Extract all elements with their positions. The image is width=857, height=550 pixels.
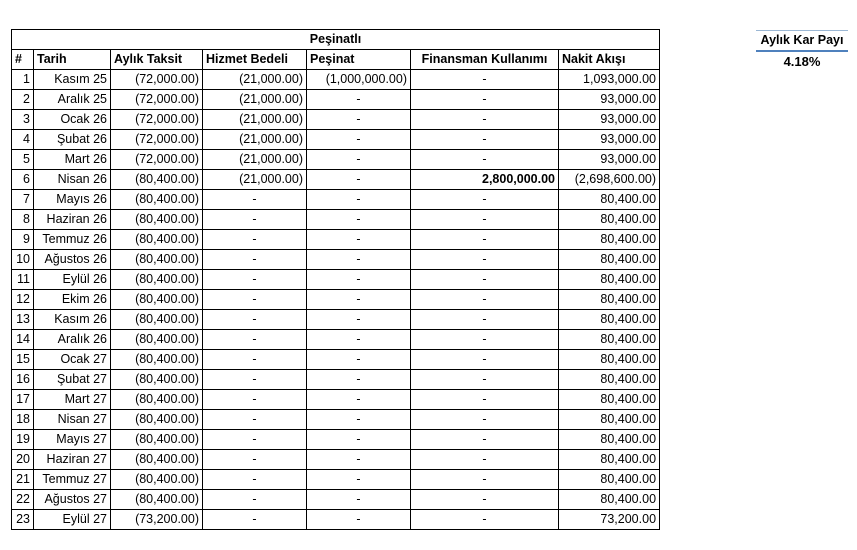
row-cash-flow: 93,000.00	[559, 110, 660, 130]
row-installment: (80,400.00)	[111, 170, 203, 190]
row-service-fee: (21,000.00)	[203, 90, 307, 110]
row-index: 13	[12, 310, 34, 330]
row-down-payment: -	[307, 150, 411, 170]
table-row	[12, 290, 660, 310]
table-row	[12, 110, 660, 130]
row-date: Kasım 25	[34, 70, 111, 90]
row-financing: -	[411, 250, 559, 270]
row-installment: (80,400.00)	[111, 490, 203, 510]
row-financing: -	[411, 190, 559, 210]
header-down-payment: Peşinat	[307, 50, 411, 70]
row-down-payment: -	[307, 410, 411, 430]
monthly-profit-share	[756, 30, 848, 72]
row-service-fee: -	[203, 270, 307, 290]
header-date: Tarih	[34, 50, 111, 70]
row-down-payment: -	[307, 430, 411, 450]
table-row	[12, 210, 660, 230]
row-cash-flow: 80,400.00	[559, 230, 660, 250]
row-service-fee: (21,000.00)	[203, 170, 307, 190]
row-installment: (72,000.00)	[111, 110, 203, 130]
row-index: 21	[12, 470, 34, 490]
table-row	[12, 170, 660, 190]
row-down-payment: -	[307, 110, 411, 130]
row-installment: (80,400.00)	[111, 470, 203, 490]
row-installment: (72,000.00)	[111, 130, 203, 150]
row-service-fee: -	[203, 310, 307, 330]
row-index: 23	[12, 510, 34, 530]
row-financing: -	[411, 510, 559, 530]
row-cash-flow: 93,000.00	[559, 130, 660, 150]
row-index: 7	[12, 190, 34, 210]
table-row	[12, 390, 660, 410]
row-service-fee: -	[203, 210, 307, 230]
header-cash-flow: Nakit Akışı	[559, 50, 660, 70]
row-service-fee: -	[203, 230, 307, 250]
row-installment: (80,400.00)	[111, 250, 203, 270]
row-date: Haziran 27	[34, 450, 111, 470]
row-cash-flow: 80,400.00	[559, 310, 660, 330]
row-installment: (80,400.00)	[111, 290, 203, 310]
row-down-payment: -	[307, 350, 411, 370]
table-row	[12, 230, 660, 250]
row-index: 4	[12, 130, 34, 150]
table-row	[12, 90, 660, 110]
row-date: Haziran 26	[34, 210, 111, 230]
row-date: Aralık 25	[34, 90, 111, 110]
row-installment: (73,200.00)	[111, 510, 203, 530]
row-date: Şubat 26	[34, 130, 111, 150]
table-row	[12, 130, 660, 150]
table-row	[12, 190, 660, 210]
row-installment: (80,400.00)	[111, 210, 203, 230]
table-row	[12, 270, 660, 290]
row-installment: (72,000.00)	[111, 90, 203, 110]
row-down-payment: -	[307, 190, 411, 210]
row-financing: -	[411, 430, 559, 450]
row-down-payment: -	[307, 130, 411, 150]
row-cash-flow: 80,400.00	[559, 370, 660, 390]
row-financing: -	[411, 470, 559, 490]
row-installment: (80,400.00)	[111, 310, 203, 330]
table-row	[12, 490, 660, 510]
row-service-fee: -	[203, 290, 307, 310]
row-index: 8	[12, 210, 34, 230]
row-financing: -	[411, 110, 559, 130]
row-index: 16	[12, 370, 34, 390]
profit-share-label: Aylık Kar Payı	[756, 30, 848, 52]
row-service-fee: -	[203, 370, 307, 390]
table-row	[12, 150, 660, 170]
row-down-payment: -	[307, 290, 411, 310]
row-down-payment: -	[307, 210, 411, 230]
row-index: 15	[12, 350, 34, 370]
row-service-fee: -	[203, 490, 307, 510]
profit-share-value: 4.18%	[783, 54, 821, 69]
row-financing: -	[411, 290, 559, 310]
row-cash-flow: 80,400.00	[559, 330, 660, 350]
row-down-payment: -	[307, 310, 411, 330]
row-service-fee: -	[203, 350, 307, 370]
row-cash-flow: 80,400.00	[559, 470, 660, 490]
row-cash-flow: 80,400.00	[559, 410, 660, 430]
row-down-payment: -	[307, 230, 411, 250]
row-financing: -	[411, 230, 559, 250]
header-row	[12, 50, 660, 70]
row-down-payment: -	[307, 510, 411, 530]
table-title: Peşinatlı	[12, 30, 660, 50]
row-service-fee: -	[203, 450, 307, 470]
row-installment: (72,000.00)	[111, 70, 203, 90]
row-financing: -	[411, 490, 559, 510]
row-index: 18	[12, 410, 34, 430]
row-installment: (80,400.00)	[111, 270, 203, 290]
row-down-payment: -	[307, 90, 411, 110]
row-cash-flow: 80,400.00	[559, 250, 660, 270]
table-row	[12, 350, 660, 370]
row-service-fee: (21,000.00)	[203, 70, 307, 90]
row-index: 12	[12, 290, 34, 310]
row-date: Ağustos 26	[34, 250, 111, 270]
row-cash-flow: 80,400.00	[559, 430, 660, 450]
header-monthly-installment: Aylık Taksit	[111, 50, 203, 70]
row-cash-flow: 80,400.00	[559, 490, 660, 510]
row-service-fee: (21,000.00)	[203, 130, 307, 150]
table-row	[12, 330, 660, 350]
row-service-fee: -	[203, 430, 307, 450]
row-date: Aralık 26	[34, 330, 111, 350]
row-installment: (80,400.00)	[111, 410, 203, 430]
row-financing: -	[411, 390, 559, 410]
row-financing: -	[411, 310, 559, 330]
table-row	[12, 510, 660, 530]
row-installment: (80,400.00)	[111, 370, 203, 390]
row-date: Kasım 26	[34, 310, 111, 330]
row-date: Eylül 26	[34, 270, 111, 290]
row-down-payment: -	[307, 330, 411, 350]
row-date: Eylül 27	[34, 510, 111, 530]
row-financing: -	[411, 450, 559, 470]
row-date: Mayıs 27	[34, 430, 111, 450]
row-index: 22	[12, 490, 34, 510]
row-down-payment: -	[307, 390, 411, 410]
header-service-fee: Hizmet Bedeli	[203, 50, 307, 70]
row-installment: (80,400.00)	[111, 230, 203, 250]
table-row	[12, 410, 660, 430]
row-index: 14	[12, 330, 34, 350]
row-service-fee: -	[203, 510, 307, 530]
row-installment: (80,400.00)	[111, 350, 203, 370]
row-down-payment: -	[307, 470, 411, 490]
row-index: 19	[12, 430, 34, 450]
row-financing: -	[411, 130, 559, 150]
row-financing: -	[411, 330, 559, 350]
row-service-fee: -	[203, 330, 307, 350]
row-cash-flow: 80,400.00	[559, 350, 660, 370]
row-date: Mart 27	[34, 390, 111, 410]
row-date: Mart 26	[34, 150, 111, 170]
row-date: Temmuz 27	[34, 470, 111, 490]
row-index: 1	[12, 70, 34, 90]
row-financing: -	[411, 350, 559, 370]
row-date: Şubat 27	[34, 370, 111, 390]
row-down-payment: -	[307, 170, 411, 190]
row-date: Ekim 26	[34, 290, 111, 310]
row-down-payment: -	[307, 370, 411, 390]
row-financing: -	[411, 150, 559, 170]
row-financing: -	[411, 210, 559, 230]
row-index: 17	[12, 390, 34, 410]
row-service-fee: (21,000.00)	[203, 110, 307, 130]
row-down-payment: -	[307, 270, 411, 290]
row-cash-flow: 80,400.00	[559, 270, 660, 290]
row-index: 9	[12, 230, 34, 250]
row-installment: (80,400.00)	[111, 430, 203, 450]
cash-flow-table	[11, 29, 660, 530]
row-service-fee: (21,000.00)	[203, 150, 307, 170]
row-cash-flow: 80,400.00	[559, 210, 660, 230]
row-cash-flow: (2,698,600.00)	[559, 170, 660, 190]
table-row	[12, 430, 660, 450]
table-row	[12, 470, 660, 490]
row-financing: -	[411, 370, 559, 390]
row-service-fee: -	[203, 470, 307, 490]
row-cash-flow: 80,400.00	[559, 450, 660, 470]
row-cash-flow: 1,093,000.00	[559, 70, 660, 90]
row-cash-flow: 80,400.00	[559, 290, 660, 310]
row-date: Temmuz 26	[34, 230, 111, 250]
row-financing: -	[411, 90, 559, 110]
row-financing: -	[411, 70, 559, 90]
row-index: 6	[12, 170, 34, 190]
row-installment: (72,000.00)	[111, 150, 203, 170]
row-installment: (80,400.00)	[111, 330, 203, 350]
row-date: Ocak 27	[34, 350, 111, 370]
row-installment: (80,400.00)	[111, 390, 203, 410]
row-cash-flow: 73,200.00	[559, 510, 660, 530]
header-financing-use: Finansman Kullanımı	[411, 50, 559, 70]
table-row	[12, 370, 660, 390]
row-service-fee: -	[203, 390, 307, 410]
header-index: #	[12, 50, 34, 70]
table-row	[12, 70, 660, 90]
row-installment: (80,400.00)	[111, 190, 203, 210]
row-down-payment: -	[307, 250, 411, 270]
row-financing: -	[411, 410, 559, 430]
row-financing: 2,800,000.00	[411, 170, 559, 190]
row-date: Nisan 27	[34, 410, 111, 430]
row-service-fee: -	[203, 190, 307, 210]
row-index: 20	[12, 450, 34, 470]
table-row	[12, 450, 660, 470]
row-down-payment: -	[307, 450, 411, 470]
row-index: 5	[12, 150, 34, 170]
title-row	[12, 30, 660, 50]
row-service-fee: -	[203, 250, 307, 270]
table-row	[12, 250, 660, 270]
row-installment: (80,400.00)	[111, 450, 203, 470]
row-service-fee: -	[203, 410, 307, 430]
row-index: 3	[12, 110, 34, 130]
row-date: Mayıs 26	[34, 190, 111, 210]
row-cash-flow: 93,000.00	[559, 150, 660, 170]
row-down-payment: (1,000,000.00)	[307, 70, 411, 90]
table-row	[12, 310, 660, 330]
row-cash-flow: 80,400.00	[559, 190, 660, 210]
row-date: Nisan 26	[34, 170, 111, 190]
row-date: Ocak 26	[34, 110, 111, 130]
row-index: 10	[12, 250, 34, 270]
row-cash-flow: 80,400.00	[559, 390, 660, 410]
row-cash-flow: 93,000.00	[559, 90, 660, 110]
row-date: Ağustos 27	[34, 490, 111, 510]
row-financing: -	[411, 270, 559, 290]
row-index: 2	[12, 90, 34, 110]
row-down-payment: -	[307, 490, 411, 510]
row-index: 11	[12, 270, 34, 290]
